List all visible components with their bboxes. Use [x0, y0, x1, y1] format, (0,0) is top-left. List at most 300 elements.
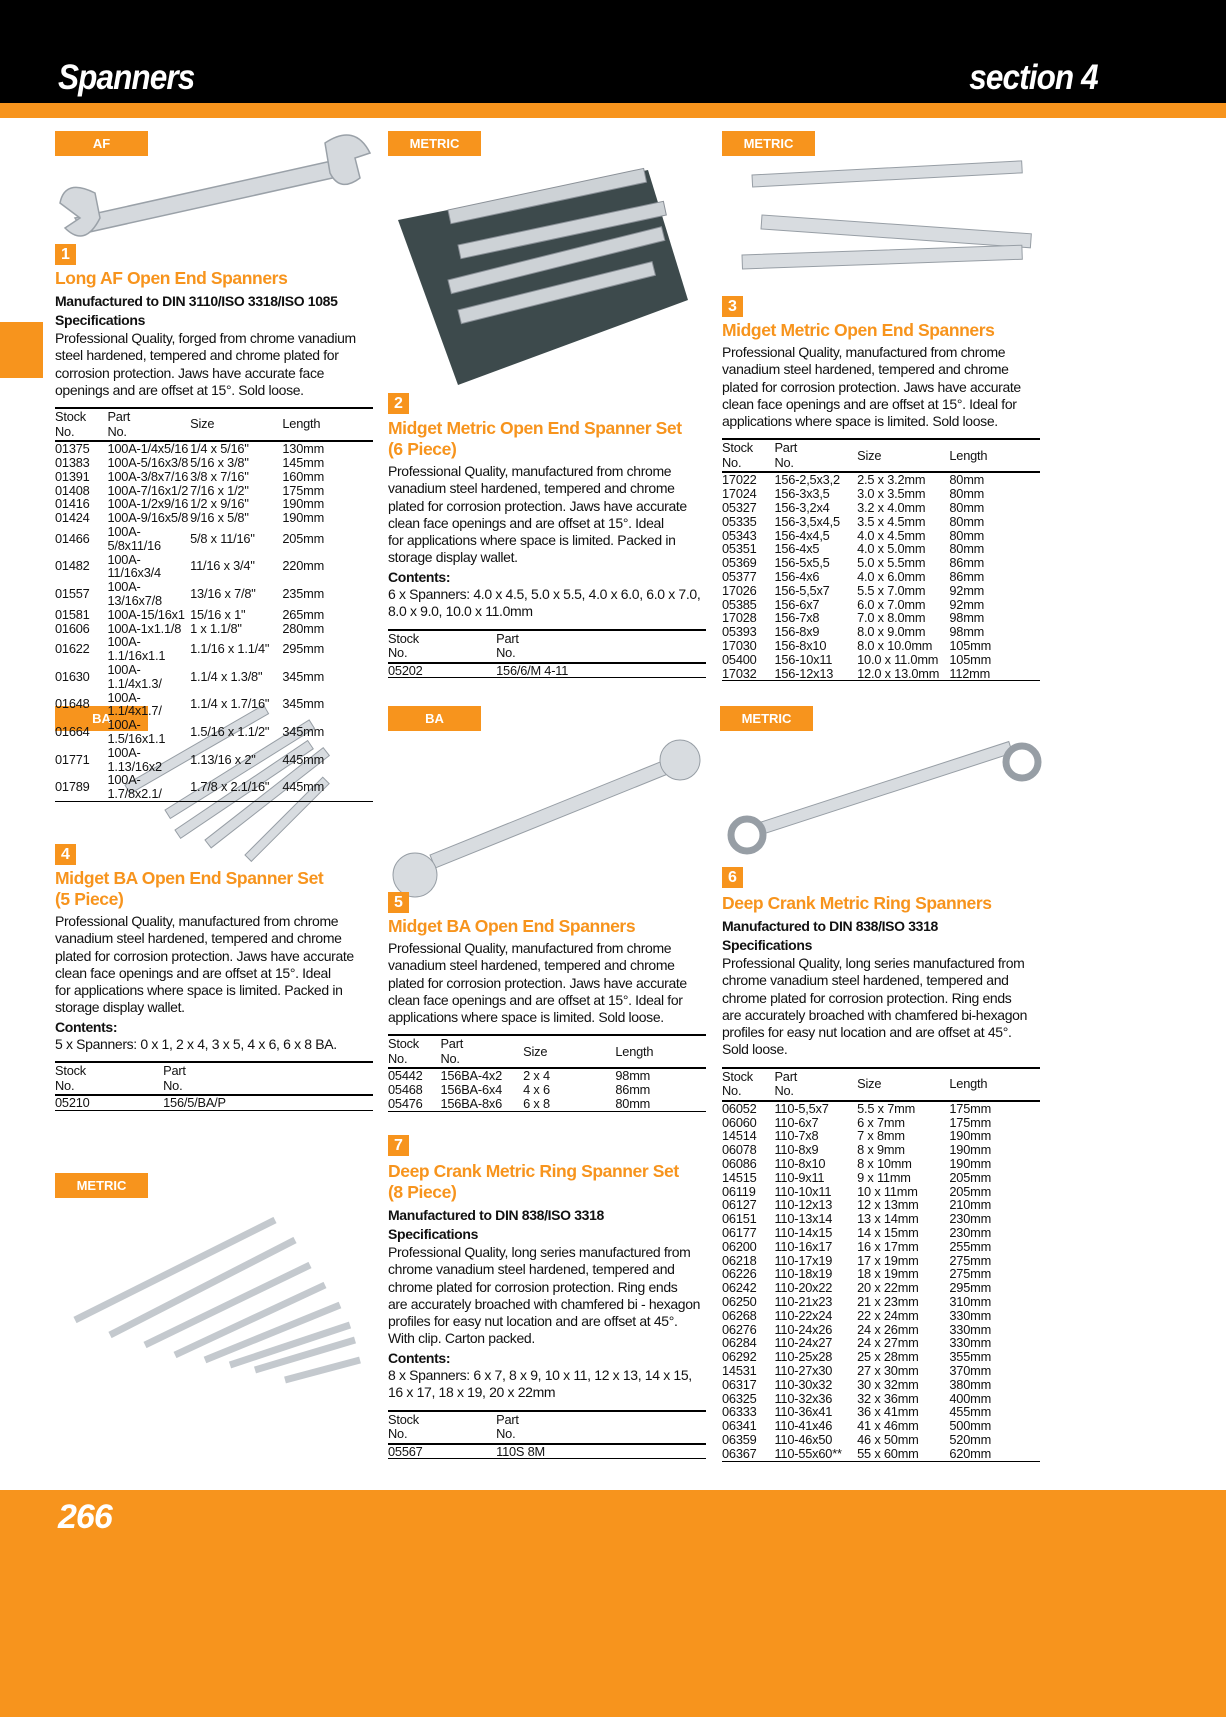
table-cell: 455mm — [949, 1404, 992, 1420]
table-row — [388, 663, 706, 678]
table-cell: 01664 — [55, 724, 90, 740]
table-row — [722, 529, 1040, 543]
table-cell: 100A-13/16x7/8 — [107, 579, 162, 608]
product-number-6: 6 — [722, 867, 743, 888]
column-header: Part No. — [774, 1068, 798, 1099]
table-body — [722, 472, 1040, 680]
table-cell: 110-24x27 — [774, 1335, 833, 1351]
table-cell: 05369 — [722, 555, 757, 571]
table-row — [388, 1097, 706, 1111]
product-title: Midget Metric Open End Spanner Set (6 Piece) — [388, 418, 682, 459]
table-cell: 05335 — [722, 513, 757, 529]
table-cell: 112mm — [949, 665, 991, 681]
table-cell: 86mm — [949, 569, 985, 585]
product-standard: Manufactured to DIN 3110/ISO 3318/ISO 1085 — [55, 293, 338, 309]
table-cell: 14514 — [722, 1128, 757, 1144]
tag-4: BA — [55, 706, 148, 731]
column-header: Length — [949, 447, 988, 463]
table-cell: 100A-1.1/4x1.7/ — [107, 689, 162, 719]
table-row — [55, 691, 373, 719]
table-cell: 10 x 11mm — [857, 1183, 918, 1199]
table-cell: 01375 — [55, 441, 90, 457]
table-cell: 110-8x10 — [774, 1155, 826, 1171]
table-row — [722, 1336, 1040, 1350]
table-cell: 06341 — [722, 1418, 757, 1434]
product-number-1: 1 — [55, 244, 76, 265]
table-row — [55, 456, 373, 470]
table-cell: 22 x 24mm — [857, 1307, 919, 1323]
table-row — [722, 1392, 1040, 1406]
table-row — [722, 1350, 1040, 1364]
table-cell: 05343 — [722, 527, 757, 543]
table-cell: 06052 — [722, 1100, 757, 1116]
table-cell: 80mm — [949, 500, 985, 516]
table-cell: 06200 — [722, 1238, 757, 1254]
table-cell: 98mm — [949, 624, 985, 640]
table-cell: 17032 — [722, 665, 757, 681]
table-cell: 235mm — [282, 586, 325, 602]
table-cell: 100A-5/8x11/16 — [107, 523, 161, 553]
column-header: Size — [857, 1076, 882, 1092]
table-cell: 110-18x19 — [774, 1266, 833, 1282]
product-midget-metric-spanner-set — [388, 418, 706, 678]
table-cell: 110-5,5x7 — [774, 1100, 829, 1116]
table-cell: 6.0 x 7.0mm — [857, 596, 926, 612]
table-cell: 110-9x11 — [774, 1169, 825, 1185]
table-row — [722, 1129, 1040, 1143]
table-cell: 275mm — [949, 1266, 992, 1282]
table-cell: 100A-3/8x7/16 — [107, 468, 189, 484]
table-cell: 05377 — [722, 569, 757, 585]
table-cell: 98mm — [949, 610, 985, 626]
product-description: Professional Quality, long series manufactured from chrome vanadium steel hardened, tempered and chrome plated for corrosion protection. Ring ends are accurately broached with chamfered bi-hexagon profiles for easy nut location and are offset at 45°. Sold loose. — [722, 955, 1028, 1058]
table-cell: 110-30x32 — [774, 1376, 833, 1392]
page-title: Spanners — [58, 58, 195, 97]
table-row — [722, 1254, 1040, 1268]
column-header: Part No. — [440, 1036, 464, 1066]
table-cell: 330mm — [949, 1321, 992, 1337]
table-cell: 05476 — [388, 1096, 423, 1112]
table-row — [55, 663, 373, 691]
product-table — [388, 1410, 706, 1460]
table-cell: 156-4x5 — [774, 541, 820, 557]
table-cell: 190mm — [949, 1128, 992, 1144]
table-cell: 06268 — [722, 1307, 757, 1323]
contents-label: Contents: — [55, 1018, 118, 1035]
table-cell: 1.7/8 x 2.1/16" — [190, 779, 270, 795]
column-header: Stock No. — [388, 1036, 420, 1066]
table-cell: 13/16 x 7/8" — [190, 586, 256, 602]
table-cell: 06292 — [722, 1349, 757, 1365]
product-number-4: 4 — [55, 844, 76, 865]
table-row — [55, 718, 373, 746]
table-row — [722, 598, 1040, 612]
table-row — [722, 1433, 1040, 1447]
table-cell: 80mm — [949, 486, 985, 502]
header-row — [55, 408, 373, 441]
table-cell: 12 x 13mm — [857, 1197, 919, 1213]
table-cell: 100A-11/16x3/4 — [107, 551, 161, 581]
table-row — [722, 1364, 1040, 1378]
table-header — [388, 1411, 706, 1444]
table-cell: 1/2 x 9/16" — [190, 496, 249, 512]
product-image-long-af-spanner — [55, 128, 373, 243]
table-cell: 110-55x60** — [774, 1445, 842, 1461]
table-cell: 80mm — [615, 1096, 651, 1112]
table-cell: 3.2 x 4.0mm — [857, 500, 926, 516]
table-cell: 175mm — [949, 1100, 992, 1116]
table-cell: 110-17x19 — [774, 1252, 833, 1268]
table-cell: 5.0 x 5.5mm — [857, 555, 926, 571]
table-cell: 05351 — [722, 541, 757, 557]
table-cell: 8 x 10mm — [857, 1155, 912, 1171]
table-cell: 05567 — [388, 1443, 423, 1459]
table-cell: 110S 8M — [496, 1443, 545, 1459]
table-cell: 295mm — [949, 1280, 992, 1296]
table-cell: 06276 — [722, 1321, 757, 1337]
table-cell: 4.0 x 5.0mm — [857, 541, 926, 557]
table-cell: 330mm — [949, 1335, 992, 1351]
table-body — [55, 1095, 373, 1110]
product-image-ring-spanner — [722, 740, 1042, 860]
table-cell: 370mm — [949, 1362, 992, 1378]
table-cell: 01391 — [55, 468, 90, 484]
header-row — [55, 1062, 373, 1095]
table-row — [722, 1212, 1040, 1226]
table-cell: 06325 — [722, 1390, 757, 1406]
product-description: Professional Quality, forged from chrome vanadium steel hardened, tempered and chrome plated for corrosion protection. Jaws have accurate face openings and are offset at 15°. Sold loose. — [55, 330, 356, 398]
table-cell: 17022 — [722, 472, 757, 488]
table-cell: 156-3,2x4 — [774, 500, 830, 516]
table-cell: 156-7x8 — [774, 610, 820, 626]
column-header: Part No. — [496, 1411, 519, 1442]
table-cell: 06250 — [722, 1293, 757, 1309]
table-cell: 156-5x5,5 — [774, 555, 830, 571]
product-title: Deep Crank Metric Ring Spanner Set (8 Piece) — [388, 1161, 679, 1202]
table-cell: 445mm — [282, 751, 325, 767]
product-number-3: 3 — [722, 296, 743, 317]
table-row — [722, 1198, 1040, 1212]
table-row — [722, 1419, 1040, 1433]
table-cell: 92mm — [949, 596, 985, 612]
table-cell: 205mm — [282, 530, 325, 546]
table-cell: 06218 — [722, 1252, 757, 1268]
table-header — [722, 1068, 1040, 1101]
table-cell: 4 x 6 — [523, 1082, 550, 1098]
table-cell: 46 x 50mm — [857, 1431, 919, 1447]
table-cell: 156BA-8x6 — [440, 1096, 502, 1112]
table-cell: 01466 — [55, 530, 90, 546]
table-cell: 110-6x7 — [774, 1114, 819, 1130]
table-row — [388, 1444, 706, 1459]
table-cell: 21 x 23mm — [857, 1293, 919, 1309]
table-cell: 17024 — [722, 486, 757, 502]
table-row — [388, 1068, 706, 1083]
table-cell: 110-32x36 — [774, 1390, 833, 1406]
table-row — [55, 1095, 373, 1110]
table-row — [722, 639, 1040, 653]
table-cell: 06151 — [722, 1211, 757, 1227]
product-table — [388, 629, 706, 679]
table-cell: 36 x 41mm — [857, 1404, 919, 1420]
table-cell: 18 x 19mm — [857, 1266, 919, 1282]
table-cell: 01622 — [55, 641, 90, 657]
table-row — [55, 497, 373, 511]
table-body — [388, 663, 706, 678]
table-cell: 1.5/16 x 1.1/2" — [190, 724, 270, 740]
tag-5: BA — [388, 706, 481, 731]
table-cell: 156-4x6 — [774, 569, 820, 585]
table-cell: 156-8x10 — [774, 638, 827, 654]
table-cell: 156-2,5x3,2 — [774, 472, 840, 488]
table-cell: 01771 — [55, 751, 90, 767]
page-number: 266 — [58, 1498, 112, 1536]
table-cell: 175mm — [949, 1114, 992, 1130]
product-table — [722, 438, 1040, 681]
table-row — [722, 1226, 1040, 1240]
table-cell: 05202 — [388, 662, 423, 678]
table-cell: 24 x 27mm — [857, 1335, 919, 1351]
table-cell: 110-7x8 — [774, 1128, 819, 1144]
table-cell: 275mm — [949, 1252, 992, 1268]
product-description: Professional Quality, long series manufactured from chrome vanadium steel hardened, tempered and chrome plated for corrosion protection. Ring ends are accurately broached with chamfered bi - hexagon profiles for easy nut location and are offset at 45°. With clip. Carton packed. — [388, 1244, 701, 1347]
table-cell: 5/16 x 3/8" — [190, 454, 249, 470]
table-cell: 355mm — [949, 1349, 992, 1365]
column-header: Part No. — [163, 1063, 186, 1093]
table-cell: 01416 — [55, 496, 90, 512]
product-image-midget-metric-spanners — [722, 160, 1040, 290]
table-cell: 400mm — [949, 1390, 992, 1406]
table-header — [388, 630, 706, 663]
table-cell: 100A-1.7/8x2.1/ — [107, 772, 162, 802]
specifications-label: Specifications — [388, 1226, 479, 1242]
column-header: Stock No. — [722, 440, 754, 470]
table-cell: 110-10x11 — [774, 1183, 832, 1199]
table-cell: 345mm — [282, 696, 325, 712]
table-cell: 2 x 4 — [523, 1068, 550, 1084]
table-cell: 86mm — [949, 555, 985, 571]
table-header — [55, 1062, 373, 1095]
table-row — [722, 1171, 1040, 1185]
table-cell: 156-3x3,5 — [774, 486, 830, 502]
table-cell: 01789 — [55, 779, 90, 795]
table-row — [722, 472, 1040, 487]
table-cell: 10.0 x 11.0mm — [857, 651, 939, 667]
header-stripe — [0, 103, 1226, 118]
table-row — [55, 441, 373, 456]
table-row — [722, 611, 1040, 625]
table-cell: 92mm — [949, 582, 985, 598]
contents-text: 8 x Spanners: 6 x 7, 8 x 9, 10 x 11, 12 x 13, 14 x 15, 16 x 17, 18 x 19, 20 x 22mm — [388, 1367, 692, 1401]
table-cell: 100A-1x1.1/8 — [107, 620, 182, 636]
table-cell: 100A-1.13/16x2 — [107, 744, 162, 774]
table-cell: 1/4 x 5/16" — [190, 441, 249, 457]
table-cell: 05327 — [722, 500, 757, 516]
table-row — [388, 1083, 706, 1097]
column-header: Size — [857, 447, 882, 463]
table-cell: 06367 — [722, 1445, 757, 1461]
table-cell: 80mm — [949, 472, 985, 488]
table-cell: 100A-1/2x9/16 — [107, 496, 189, 512]
product-description: Professional Quality, manufactured from chrome vanadium steel hardened, tempered and chrome plated for corrosion protection. Jaws have accurate clean face openings and are offset at 15°. Ideal for applications where space is limited. Packed in storage display wallet. — [388, 463, 687, 566]
table-cell: 17030 — [722, 638, 757, 654]
table-cell: 01383 — [55, 454, 90, 470]
table-cell: 265mm — [282, 606, 325, 622]
table-cell: 110-12x13 — [774, 1197, 833, 1213]
table-cell: 8.0 x 10.0mm — [857, 638, 933, 654]
tag-3: METRIC — [722, 131, 815, 156]
table-cell: 1.1/16 x 1.1/4" — [190, 641, 270, 657]
table-cell: 15/16 x 1" — [190, 606, 246, 622]
table-cell: 110-16x17 — [774, 1238, 833, 1254]
table-body — [388, 1444, 706, 1459]
product-title: Long AF Open End Spanners — [55, 268, 288, 288]
header-row — [388, 630, 706, 663]
column-header: Size — [190, 416, 215, 432]
table-cell: 11/16 x 3/4" — [190, 558, 255, 574]
table-cell: 345mm — [282, 668, 325, 684]
contents-text: 6 x Spanners: 4.0 x 4.5, 5.0 x 5.5, 4.0 x 6.0, 6.0 x 7.0, 8.0 x 9.0, 10.0 x 11.0mm — [388, 586, 701, 620]
product-title: Midget BA Open End Spanner Set (5 Piece) — [55, 868, 324, 909]
page-footer — [0, 1490, 1226, 1717]
column-header: Part No. — [107, 409, 131, 439]
table-cell: 156-10x11 — [774, 651, 833, 667]
table-cell: 01557 — [55, 586, 90, 602]
header-row — [722, 1068, 1040, 1101]
product-number-7: 7 — [388, 1135, 409, 1156]
table-cell: 110-27x30 — [774, 1362, 833, 1378]
table-cell: 9 x 11mm — [857, 1169, 911, 1185]
table-cell: 110-25x28 — [774, 1349, 833, 1365]
table-cell: 14515 — [722, 1169, 757, 1185]
column-header: Stock No. — [55, 409, 87, 439]
table-cell: 13 x 14mm — [857, 1211, 919, 1227]
table-row — [55, 470, 373, 484]
table-cell: 156-12x13 — [774, 665, 834, 681]
table-cell: 280mm — [282, 620, 325, 636]
table-cell: 06333 — [722, 1404, 757, 1420]
table-cell: 500mm — [949, 1418, 992, 1434]
table-row — [722, 625, 1040, 639]
tag-6: METRIC — [720, 706, 813, 731]
table-body — [722, 1101, 1040, 1461]
table-cell: 156/5/BA/P — [163, 1095, 226, 1111]
table-cell: 230mm — [949, 1211, 992, 1227]
column-header: Length — [949, 1076, 988, 1092]
table-cell: 1.1/4 x 1.3/8" — [190, 668, 263, 684]
product-image-ring-spanner-set — [55, 1200, 373, 1400]
table-cell: 06284 — [722, 1335, 757, 1351]
table-cell: 5.5 x 7.0mm — [857, 582, 926, 598]
product-table — [388, 1034, 706, 1111]
table-header — [388, 1035, 706, 1068]
table-cell: 17 x 19mm — [857, 1252, 919, 1268]
header-row — [722, 439, 1040, 472]
table-cell: 06060 — [722, 1114, 757, 1130]
table-cell: 4.0 x 4.5mm — [857, 527, 926, 543]
header-row — [388, 1035, 706, 1068]
table-row — [722, 501, 1040, 515]
product-image-spanner-set-wallet — [388, 150, 698, 390]
product-title: Midget Metric Open End Spanners — [722, 320, 995, 340]
table-cell: 8.0 x 9.0mm — [857, 624, 926, 640]
tag-1: AF — [55, 131, 148, 156]
table-cell: 01606 — [55, 620, 90, 636]
table-cell: 100A-15/16x1 — [107, 606, 185, 622]
table-row — [55, 608, 373, 622]
table-cell: 110-36x41 — [774, 1404, 833, 1420]
product-standard: Manufactured to DIN 838/ISO 3318 — [722, 918, 938, 934]
table-row — [722, 1309, 1040, 1323]
table-cell: 156-6x7 — [774, 596, 820, 612]
table-cell: 205mm — [949, 1169, 992, 1185]
table-cell: 100A-1.5/16x1.1 — [107, 717, 166, 746]
table-cell: 345mm — [282, 724, 325, 740]
table-cell: 105mm — [949, 638, 992, 654]
table-cell: 3/8 x 7/16" — [190, 468, 249, 484]
table-cell: 1.13/16 x 2" — [190, 751, 256, 767]
product-midget-ba-spanners — [388, 916, 706, 1112]
table-cell: 156-8x9 — [774, 624, 820, 640]
table-body — [388, 1068, 706, 1111]
table-row — [55, 511, 373, 525]
table-cell: 05442 — [388, 1068, 423, 1084]
table-cell: 100A-9/16x5/8 — [107, 510, 189, 526]
table-cell: 445mm — [282, 779, 325, 795]
tag-7: METRIC — [55, 1173, 148, 1198]
column-header: Stock No. — [722, 1068, 754, 1099]
table-cell: 01630 — [55, 668, 90, 684]
table-row — [722, 1447, 1040, 1461]
table-cell: 160mm — [282, 468, 325, 484]
table-cell: 100A-7/16x1/2 — [107, 482, 189, 498]
table-cell: 20 x 22mm — [857, 1280, 919, 1296]
product-deep-crank-ring-spanner-set — [388, 1161, 706, 1459]
product-description: Professional Quality, manufactured from chrome vanadium steel hardened, tempered and chrome plated for corrosion protection. Jaws have accurate clean face openings and are offset at 15°. Ideal for applications where space is limited. Sold loose. — [388, 940, 687, 1026]
header-row — [388, 1411, 706, 1444]
table-cell: 156BA-4x2 — [440, 1068, 502, 1084]
table-row — [722, 1295, 1040, 1309]
table-cell: 2.5 x 3.2mm — [857, 472, 926, 488]
table-cell: 30 x 32mm — [857, 1376, 919, 1392]
table-cell: 5/8 x 11/16" — [190, 530, 255, 546]
table-cell: 06078 — [722, 1142, 757, 1158]
table-cell: 06242 — [722, 1280, 757, 1296]
table-cell: 32 x 36mm — [857, 1390, 919, 1406]
contents-label: Contents: — [388, 568, 451, 585]
table-cell: 6 x 7mm — [857, 1114, 905, 1130]
table-cell: 380mm — [949, 1376, 992, 1392]
table-cell: 3.0 x 3.5mm — [857, 486, 926, 502]
table-cell: 17026 — [722, 582, 757, 598]
product-long-af-open-end-spanners — [55, 268, 373, 802]
table-row — [722, 1405, 1040, 1419]
section-label: section 4 — [969, 58, 1098, 97]
table-cell: 24 x 26mm — [857, 1321, 919, 1337]
table-cell: 01482 — [55, 558, 90, 574]
specifications-label: Specifications — [722, 937, 813, 953]
table-cell: 110-41x46 — [774, 1418, 833, 1434]
table-cell: 05400 — [722, 651, 757, 667]
table-cell: 5.5 x 7mm — [857, 1100, 916, 1116]
table-row — [722, 584, 1040, 598]
product-number-5: 5 — [388, 892, 409, 913]
table-row — [722, 667, 1040, 681]
table-row — [55, 580, 373, 608]
table-cell: 3.5 x 4.5mm — [857, 513, 926, 529]
table-cell: 86mm — [615, 1082, 651, 1098]
table-cell: 110-14x15 — [774, 1224, 833, 1240]
